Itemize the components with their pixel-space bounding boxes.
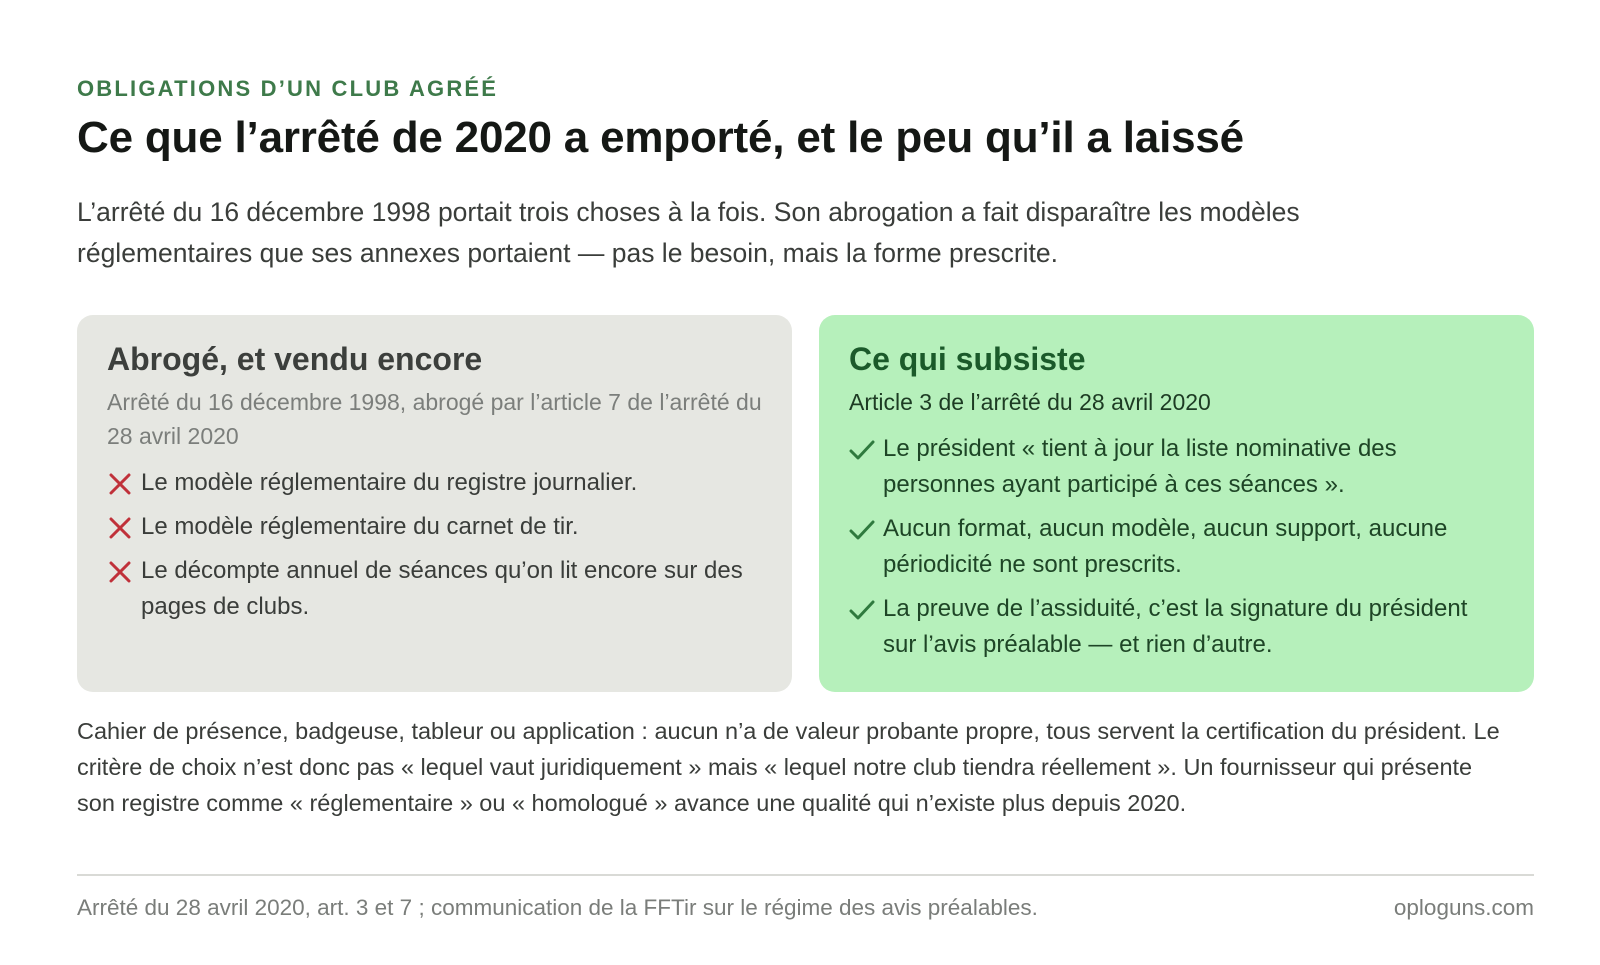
abrogated-item-text: Le modèle réglementaire du registre journalier. xyxy=(141,469,638,496)
remaining-card-subtitle: Article 3 de l’arrêté du 28 avril 2020 xyxy=(849,389,1211,415)
remaining-list-item xyxy=(849,431,1504,503)
page-title: Ce que l’arrêté de 2020 a emporté, et le peu qu’il a laissé xyxy=(77,113,1244,162)
remaining-list xyxy=(849,431,1504,663)
cross-icon xyxy=(107,559,133,585)
abrogated-card xyxy=(77,315,792,692)
remaining-item-text: Aucun format, aucun modèle, aucun support, aucune périodicité ne sont prescrits. xyxy=(883,515,1448,578)
remaining-list-item xyxy=(849,511,1504,583)
lede-paragraph: L’arrêté du 16 décembre 1998 portait trois choses à la fois. Son abrogation a fait disparaître les modèles réglementaires que ses annexes portaient — pas le besoin, mais la forme prescrite. xyxy=(77,197,1300,268)
abrogated-list-item xyxy=(107,509,762,545)
check-icon xyxy=(849,517,875,543)
eyebrow: OBLIGATIONS D’UN CLUB AGRÉÉ xyxy=(77,76,499,101)
check-icon xyxy=(849,437,875,463)
abrogated-item-text: Le décompte annuel de séances qu’on lit encore sur des pages de clubs. xyxy=(141,557,743,620)
remaining-card-title: Ce qui subsiste xyxy=(849,341,1086,377)
remaining-list-item xyxy=(849,591,1504,663)
abrogated-list xyxy=(107,465,762,625)
abrogated-list-item xyxy=(107,465,762,501)
comparison-cards xyxy=(77,315,1534,692)
footer-source: Arrêté du 28 avril 2020, art. 3 et 7 ; communication de la FFTir sur le régime des avis préalables. xyxy=(77,895,1038,920)
abrogated-item-text: Le modèle réglementaire du carnet de tir. xyxy=(141,513,579,540)
cross-icon xyxy=(107,471,133,497)
closing-note: Cahier de présence, badgeuse, tableur ou application : aucun n’a de valeur probante propre, tous servent la certification du président. Le critère de choix n’est donc pas « lequel vaut juridiquement » mais « lequel notre club tiendra réellement ». Un fournisseur qui présente son registre comme « réglementaire » ou « homologué » avance une qualité qui n’existe plus depuis 2020. xyxy=(77,718,1500,816)
check-icon xyxy=(849,597,875,623)
abrogated-card-subtitle: Arrêté du 16 décembre 1998, abrogé par l’article 7 de l’arrêté du 28 avril 2020 xyxy=(107,389,762,449)
abrogated-card-title: Abrogé, et vendu encore xyxy=(107,341,483,377)
abrogated-list-item xyxy=(107,553,762,625)
footer-divider xyxy=(77,874,1534,876)
remaining-card xyxy=(819,315,1534,692)
remaining-item-text: La preuve de l’assiduité, c’est la signature du président sur l’avis préalable — et rien d’autre. xyxy=(883,595,1468,658)
footer-site-link[interactable]: oploguns.com xyxy=(1393,895,1534,920)
remaining-item-text: Le président « tient à jour la liste nominative des personnes ayant participé à ces séances ». xyxy=(883,435,1397,498)
cross-icon xyxy=(107,515,133,541)
